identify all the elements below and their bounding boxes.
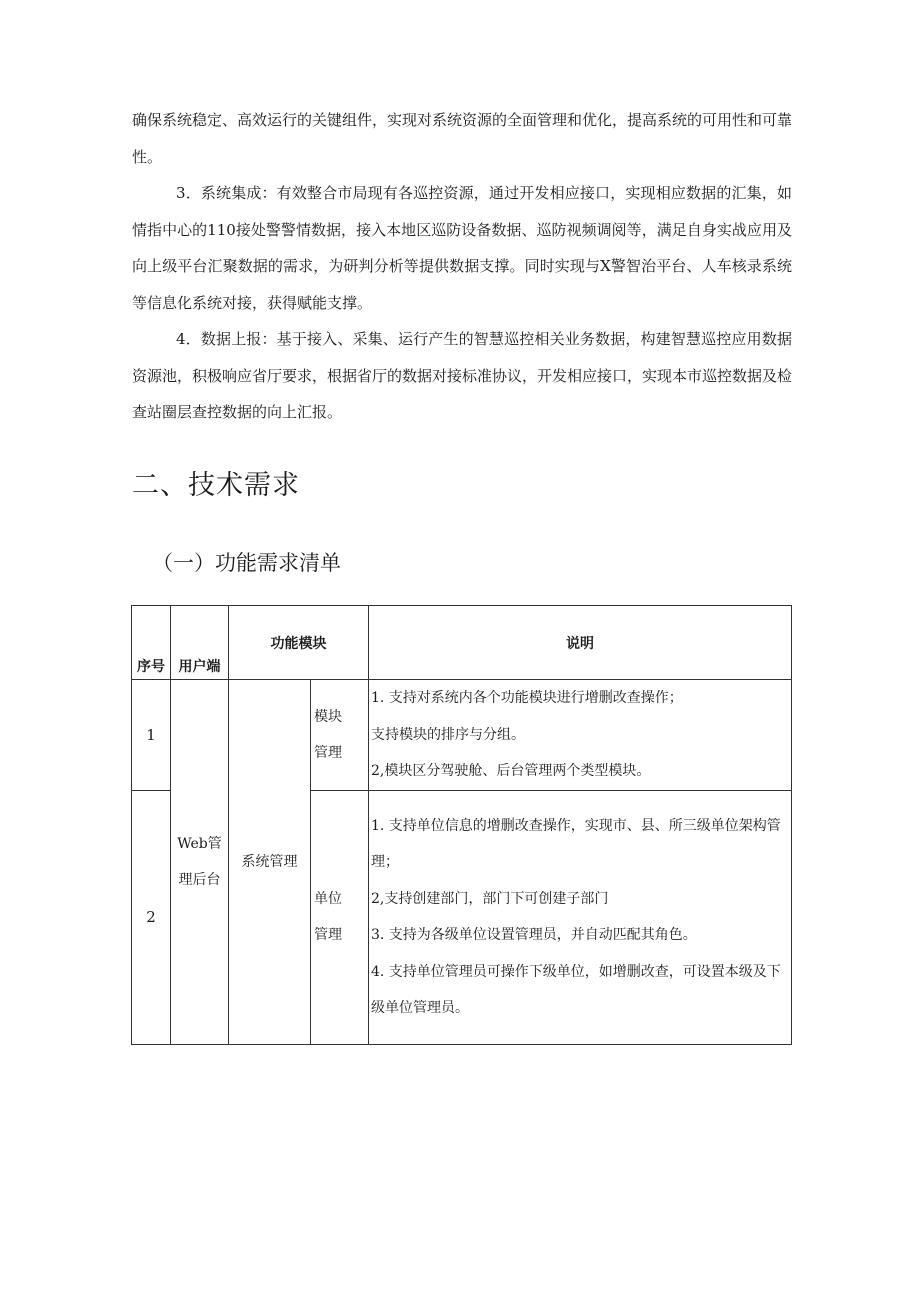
description-line: 4. 支持单位管理员可操作下级单位，如增删改查，可设置本级及下级单位管理员。	[371, 963, 781, 1016]
sub-module-value: 模块管理	[314, 708, 342, 761]
paragraph-data-reporting: 4．数据上报：基于接入、采集、运行产生的智慧巡控相关业务数据，构建智慧巡控应用数据资源池，积极响应省厅要求，根据省厅的数据对接标准协议，开发相应接口，实现本市巡控数据及检查站圈层查控数据的向上汇报。	[132, 330, 793, 421]
description-line: 支持模块的排序与分组。	[371, 726, 525, 743]
heading-function-list: （一）功能需求清单	[152, 551, 341, 575]
heading-technical-requirements: 二、技术需求	[132, 470, 300, 501]
function-requirements-table	[131, 605, 791, 1043]
module-group-value: 系统管理	[241, 853, 298, 870]
paragraph-system-integration: 3．系统集成：有效整合市局现有各巡控资源，通过开发相应接口，实现相应数据的汇集，如情指中心的110接处警警情数据，接入本地区巡防设备数据、巡防视频调阅等，满足自身实战应用及向上级平台汇聚数据的需求，为研判分析等提供数据支撑。同时实现与X警智治平台、人车核录系统等信息化系统对接，获得赋能支撑。	[132, 184, 792, 312]
client-cell	[171, 680, 229, 1045]
description-cell	[369, 680, 792, 791]
sub-module-value: 单位管理	[314, 891, 342, 943]
description-line: 2,支持创建部门，部门下可创建子部门	[371, 890, 609, 907]
client-value: Web管理后台	[177, 835, 222, 888]
sub-module-cell	[311, 680, 369, 791]
header-index: 序号	[132, 606, 171, 680]
header-module: 功能模块	[229, 606, 369, 680]
module-group-cell	[229, 680, 311, 1045]
row-index: 1	[132, 680, 171, 791]
description-line: 2,模块区分驾驶舱、后台管理两个类型模块。	[371, 763, 651, 779]
description-line: 1. 支持对系统内各个功能模块进行增删改查操作；	[371, 690, 683, 706]
description-line: 3. 支持为各级单位设置管理员，并自动匹配其角色。	[371, 927, 697, 943]
paragraph-reliability: 确保系统稳定、高效运行的关键组件，实现对系统资源的全面管理和优化，提高系统的可用性和可靠性。	[132, 111, 793, 166]
sub-module-cell	[311, 790, 369, 1044]
table-header-row	[132, 606, 792, 680]
description-cell	[369, 790, 792, 1044]
description-line: 1. 支持单位信息的增删改查操作，实现市、县、所三级单位架构管理；	[371, 817, 781, 870]
header-description: 说明	[369, 606, 792, 680]
header-client: 用户端	[171, 606, 229, 680]
row-index: 2	[132, 790, 171, 1044]
table-row	[132, 680, 792, 791]
